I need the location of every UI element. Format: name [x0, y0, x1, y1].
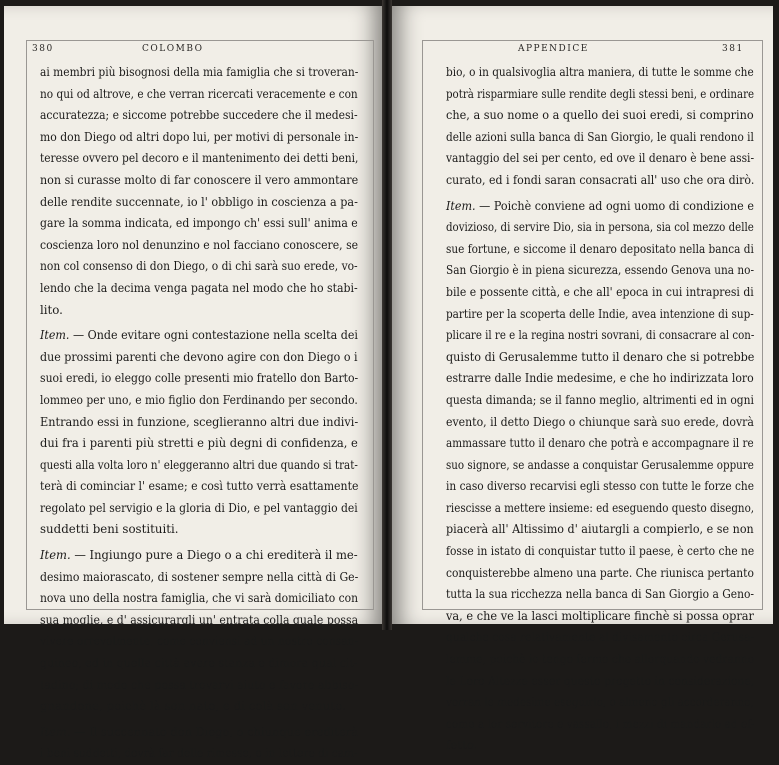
text-line: guineo, ed in quella città avere stanza e dimora qual cit- — [40, 656, 358, 671]
text-line: le Loro Altezze esser questo progetto in considerazione, — [446, 673, 755, 688]
text-line: teresse ovvero pel decoro e il mantenimento dei detti beni, — [40, 151, 359, 166]
text-line: fosse in istato di conquistar tutto il paese, è certo che ne — [446, 544, 755, 559]
text-line: suo signore, se andasse a conquistar Gerusalemme oppure — [446, 457, 754, 472]
page-body-text — [446, 62, 754, 757]
text-line: terà di cominciar l' esame; e così tutto verrà esattamente — [40, 479, 359, 494]
text-line: i beni suddetti, dovrà far delle rimesse, o in lettere di cam- — [40, 746, 358, 761]
text-line: bio, o in qualsivoglia altra maniera, di tutte le somme che — [446, 65, 754, 79]
text-line: Item. — Onde evitare ogni contestazione nella scelta dei — [40, 328, 358, 343]
text-line: tadino; di modo che possa trovarvi aiuto e favore abbiso- — [40, 677, 359, 692]
text-line: regolato pel servigio e la gloria di Dio, e pel vantaggio dei — [40, 500, 358, 515]
item-marker: Item. — [40, 724, 71, 739]
text-line: tutta la sua ricchezza nella banca di San Giorgio a Geno- — [446, 587, 755, 602]
text-line: vantaggio del sei per cento, ed ove il denaro è bene assi- — [446, 151, 755, 166]
text-line: suddetti beni sostituiti. — [40, 522, 179, 537]
text-line: piacerà all' Altissimo d' aiutargli a compierlo, e se non — [446, 522, 754, 537]
text-line: Entrando essi in funzione, sceglieranno altri due indivi- — [40, 414, 359, 429]
text-line: coscienza loro nol denunzino e nol facciano conoscere, se — [40, 237, 359, 252]
page-number: 380 — [32, 44, 54, 54]
text-line: non col consenso di don Diego, o di chi sarà suo erede, vo- — [40, 259, 358, 274]
text-line: curato, ed i fondi saran consacrati all' uso che ora dirò. — [446, 172, 755, 187]
text-line: lito. — [40, 302, 63, 317]
running-head-title: COLOMBO — [142, 44, 204, 54]
text-line: dovizioso, di servire Dio, sia in persona, sia col mezzo delle — [446, 220, 754, 235]
text-line: vorran le medesime eseguirlo, o almeno gli accorderanno, — [446, 695, 754, 710]
text-line: in caso diverso recarvisi egli stesso con tutte le forze che — [446, 479, 755, 494]
text-line: nova uno della nostra famiglia, che vi sarà domiciliato con — [40, 591, 359, 606]
text-line: lommeo per uno, e mio figlio don Ferdinando per secondo. — [40, 392, 358, 407]
text-line: questa dimanda; se il fanno meglio, altrimenti ed in ogni — [446, 392, 754, 407]
text-line: Item. — Poichè conviene ad ogni uomo di condizione e — [446, 198, 754, 213]
text-line: accuratezza; e siccome potrebbe succedere che il medesi- — [40, 108, 358, 123]
text-line: desimo maiorascato, di sostener sempre nella città di Ge- — [40, 569, 359, 584]
text-line: delle azioni sulla banca di San Giorgio, le quali rendono il — [446, 129, 754, 144]
page-number: 381 — [722, 44, 744, 54]
text-line: questi alla volta loro n' eleggeranno altri due quando si trat- — [40, 457, 358, 472]
text-line: vivere orrevolmente, come conviensi ad un nostro consan- — [40, 634, 359, 649]
text-line: partire per la scoperta delle Indie, avea intenzione di sup- — [446, 306, 754, 321]
text-line: sua moglie, e d' assicurargli un' entrata colla quale possa — [40, 612, 359, 627]
text-line: che, a suo nome o a quello dei suoi eredi, si comprino — [446, 108, 754, 123]
text-line: suoi eredi, io eleggo colle presenti mio fratello don Barto- — [40, 371, 359, 386]
book-gutter — [382, 0, 392, 630]
text-line: dui fra i parenti più stretti e più degni di confidenza, e — [40, 436, 358, 451]
item-marker: Item. — [446, 198, 476, 213]
text-line: ammassare tutto il denaro che potrà e accompagnare il re — [446, 436, 754, 451]
text-line: no qui od altrove, e che verran ricercati veracemente e con — [40, 86, 358, 101]
text-line: lendo che la decima venga pagata nel modo che ho stabi- — [40, 280, 358, 295]
text-line: ai membri più bisognosi della mia famiglia che si troveran- — [40, 65, 359, 79]
text-line: bile e possente città, e che all' epoca in cui intrapresi di — [446, 284, 754, 299]
item-marker: Item. — [40, 548, 71, 563]
text-line: come a lor servitore e vassallo, i mezzi di mandarlo ad ef- — [446, 716, 755, 731]
text-line: San Giorgio è in piena sicurezza, essendo Genova una no- — [446, 263, 755, 278]
text-line: delle rendite succennate, io l' obbligo in coscienza a pa- — [40, 194, 358, 209]
text-line: potrà risparmiare sulle rendite degli stessi beni, e ordinare — [446, 86, 755, 101]
text-line: fetto. — [446, 738, 478, 753]
left-page — [4, 6, 382, 761]
text-line: non si curasse molto di far conoscere il vero ammontare — [40, 172, 359, 187]
text-line: plicare il re e la regina nostri sovrani, di consacrare al con- — [446, 328, 755, 343]
text-line: evento, il detto Diego o chiunque sarà suo erede, dovrà — [446, 414, 754, 429]
text-line: gare la somma indicata, ed impongo ch' essi sull' anima e — [40, 216, 358, 231]
running-head-title: APPENDICE — [518, 44, 589, 54]
text-line: due prossimi parenti che devono agire con don Diego o i — [40, 349, 358, 364]
text-line: Item. — Il succennato don Diego, o chiunque erediterà — [40, 724, 359, 739]
text-line: lemme; poichè io tengo fermo che allorquando vedranno — [446, 652, 755, 667]
text-line: sue fortune, e siccome il denaro depositato nella banca di — [446, 241, 754, 256]
text-line: riescisse a mettere insieme: ed eseguendo questo disegno, — [446, 500, 755, 515]
text-line: va, e che ve la lasci moltiplicare finchè si possa oprar — [446, 608, 754, 623]
text-line: qualche cosa relativamente al divisamento circa Gerusa- — [446, 630, 755, 645]
page-body-text — [40, 62, 358, 765]
text-line: mo don Diego od altri dopo lui, per motivi di personale in- — [40, 129, 359, 144]
item-marker: Item. — [40, 328, 70, 343]
right-page — [392, 6, 773, 753]
text-line: conquisterebbe almeno una parte. Che riunisca pertanto — [446, 565, 754, 580]
text-line: Item. — Ingiungo pure a Diego o a chi erediterà il me- — [40, 548, 358, 563]
text-line: quisto di Gerusalemme tutto il denaro che si potrebbe — [446, 349, 755, 364]
text-line: gnandone, poichè là son nato, e di colà son venuto. — [40, 699, 346, 714]
text-line: estrarre dalle Indie medesime, e che ho indirizzata loro — [446, 371, 754, 386]
